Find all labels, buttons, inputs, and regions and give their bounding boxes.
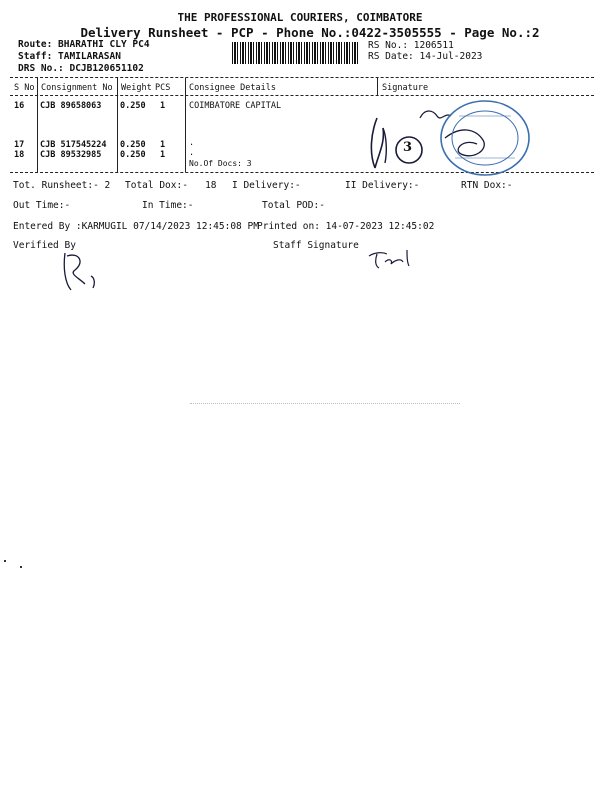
col-header-consignee: Consignee Details — [189, 83, 276, 93]
company-stamp — [437, 98, 533, 180]
entered-by: Entered By :KARMUGIL 07/14/2023 12:45:08 PM — [13, 221, 259, 232]
signature-number: 3 — [403, 140, 413, 155]
printed-on: Printed on: 14-07-2023 12:45:02 — [257, 221, 435, 232]
col-divider — [185, 78, 186, 172]
cell-sno: 16 — [14, 101, 25, 111]
rs-date: RS Date: 14-Jul-2023 — [368, 51, 483, 62]
col-divider — [377, 78, 378, 96]
ii-delivery: II Delivery:- — [345, 180, 420, 191]
col-divider — [117, 78, 118, 172]
verifier-signature — [55, 248, 115, 298]
tot-runsheet: Tot. Runsheet:- 2 — [13, 180, 111, 191]
col-header-weight: Weight — [121, 83, 152, 93]
cell-consignee: . — [189, 148, 195, 158]
rtn-dox: RTN Dox:- — [461, 180, 513, 191]
in-time: In Time:- — [142, 200, 194, 211]
scan-artifact-line — [190, 403, 460, 404]
cell-consignee: . — [189, 138, 195, 148]
no-of-docs: No.Of Docs: 3 — [189, 159, 252, 168]
col-divider — [37, 78, 38, 172]
col-header-sno: S No — [14, 83, 35, 93]
total-dox: Total Dox:- 18 — [125, 180, 217, 191]
cell-consignee: COIMBATORE CAPITAL — [189, 101, 282, 111]
staff-label: Staff: TAMILARASAN — [18, 51, 121, 62]
drs-number: DRS No.: DCJB120651102 — [18, 63, 144, 74]
out-time: Out Time:- — [13, 200, 71, 211]
verified-by: Verified By — [13, 240, 76, 251]
barcode — [232, 42, 360, 64]
col-header-consignment: Consignment No — [41, 83, 113, 93]
route-label: Route: BHARATHI CLY PC4 — [18, 39, 150, 50]
cell-consignment: CJB 89532985 — [40, 150, 102, 160]
col-header-signature: Signature — [382, 83, 429, 93]
table-header-rule — [10, 95, 594, 96]
col-header-pcs: PCS — [155, 83, 171, 93]
scan-artifact-dot — [4, 560, 6, 562]
cell-sno: 17 — [14, 140, 25, 150]
cell-pcs: 1 — [160, 101, 166, 111]
i-delivery: I Delivery:- — [232, 180, 301, 191]
scan-artifact-dot — [20, 566, 22, 568]
staff-signature-label: Staff Signature — [273, 240, 359, 251]
table-top-rule — [10, 77, 594, 78]
staff-signature — [365, 246, 415, 272]
cell-pcs: 1 — [160, 140, 166, 150]
cell-pcs: 1 — [160, 150, 166, 160]
cell-weight: 0.250 — [120, 150, 146, 160]
runsheet-subtitle: Delivery Runsheet - PCP - Phone No.:0422-3505555 - Page No.:2 — [80, 25, 540, 40]
cell-consignment: CJB 89658063 — [40, 101, 102, 111]
cell-weight: 0.250 — [120, 140, 146, 150]
total-pod: Total POD:- — [262, 200, 325, 211]
company-title: THE PROFESSIONAL COURIERS, COIMBATORE — [177, 11, 423, 24]
cell-consignment: CJB 517545224 — [40, 140, 107, 150]
cell-sno: 18 — [14, 150, 25, 160]
rs-number: RS No.: 1206511 — [368, 40, 454, 51]
cell-weight: 0.250 — [120, 101, 146, 111]
